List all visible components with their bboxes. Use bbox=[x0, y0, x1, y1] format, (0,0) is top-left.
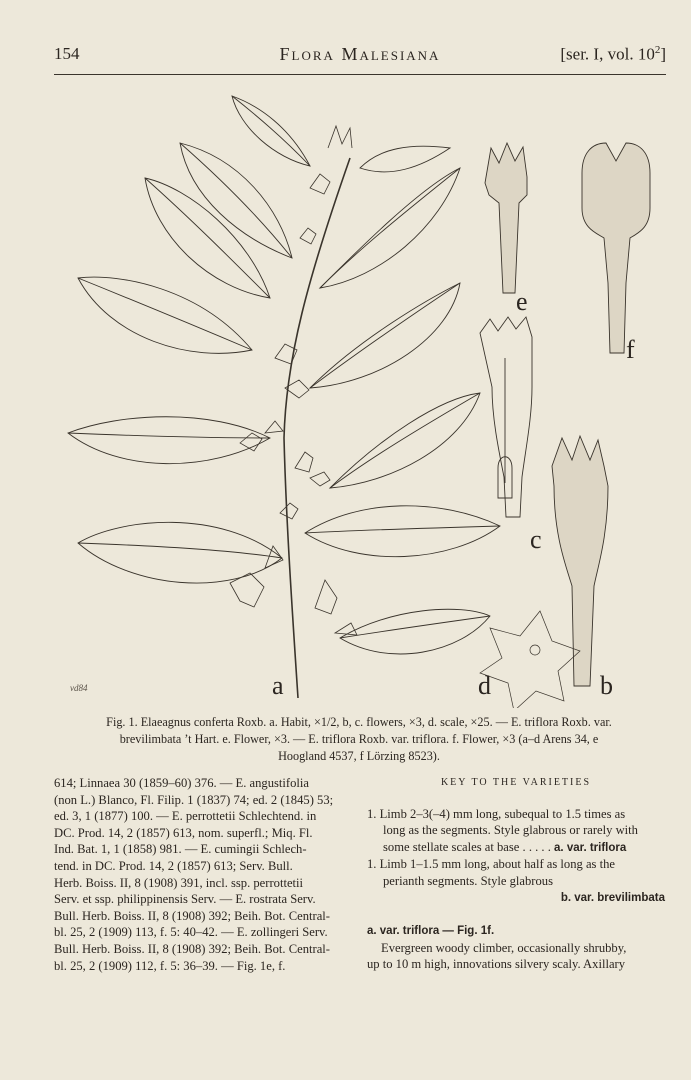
series-superscript: 2 bbox=[654, 44, 661, 56]
main-stem bbox=[284, 158, 350, 698]
caption-line: Hoogland 4537, f Lörzing 8523). bbox=[278, 749, 440, 763]
text-line: tend. in DC. Prod. 14, 2 (1857) 613; Serv. Bull. bbox=[54, 858, 293, 873]
leaf bbox=[340, 609, 490, 654]
text-line: ed. 3, 1 (1877) 100. — E. perrottetii Schlechtend. in bbox=[54, 809, 317, 824]
flower-cluster bbox=[230, 126, 357, 635]
left-column-synonymy bbox=[54, 775, 344, 974]
text-line: 614; Linnaea 30 (1859–60) 376. — E. angustifolia bbox=[54, 776, 309, 790]
flower-f bbox=[582, 143, 650, 353]
variety-name: a. var. triflora bbox=[367, 925, 440, 938]
flower-e bbox=[485, 143, 527, 293]
plate-label-b: b bbox=[600, 671, 613, 700]
text-line: 1. Limb 2–3(–4) mm long, subequal to 1.5 times as bbox=[367, 806, 626, 821]
leaf bbox=[68, 433, 270, 438]
text-line: Bull. Herb. Boiss. II, 8 (1908) 392; Beih. Bot. Central- bbox=[54, 908, 330, 923]
leaf bbox=[180, 143, 292, 258]
text-line: perianth segments. Style glabrous bbox=[383, 873, 553, 888]
text-line: Ind. Bat. 1, 1 (1858) 981. — E. cumingii Schlech- bbox=[54, 842, 307, 857]
right-column-key bbox=[367, 775, 665, 973]
flower-c bbox=[480, 317, 532, 517]
series-text: [ser. I, vol. 10 bbox=[560, 44, 655, 64]
leaf bbox=[78, 543, 282, 558]
plate-label-a: a bbox=[272, 671, 284, 700]
leaf bbox=[330, 393, 480, 488]
text-line: bl. 25, 2 (1909) 112, f. 5: 36–39. — Fig. 1e, f. bbox=[54, 958, 286, 973]
header-rule bbox=[54, 74, 666, 75]
text-line: Bull. Herb. Boiss. II, 8 (1908) 392; Beih. Bot. Central- bbox=[54, 941, 330, 956]
plate-label-d: d bbox=[478, 671, 491, 700]
variety-figref: — Fig. 1f. bbox=[442, 925, 495, 938]
leaf bbox=[330, 393, 480, 488]
plate-label-f: f bbox=[626, 335, 635, 364]
variety-heading bbox=[367, 922, 665, 940]
leaf bbox=[310, 283, 460, 388]
leaf bbox=[305, 526, 500, 533]
running-header bbox=[54, 44, 666, 70]
text-line: DC. Prod. 14, 2 (1857) 613, nom. superfl.; Miq. Fl. bbox=[54, 825, 313, 840]
key-result-triflora: a. var. triflora bbox=[554, 841, 627, 854]
text-line: up to 10 m high, innovations silvery scaly. Axillary bbox=[367, 957, 626, 972]
key-item-1 bbox=[367, 806, 665, 857]
leaf bbox=[360, 146, 450, 172]
text-line: long as the segments. Style glabrous or rarely with bbox=[383, 823, 638, 838]
plate-label-c: c bbox=[530, 525, 542, 554]
leaf bbox=[68, 417, 270, 464]
key-item-2 bbox=[367, 856, 665, 906]
leaf bbox=[232, 96, 310, 166]
flower-b bbox=[552, 436, 608, 686]
leaf bbox=[78, 278, 252, 350]
key-item-1-end bbox=[367, 839, 665, 857]
botanical-illustration bbox=[60, 88, 670, 708]
scale-d bbox=[480, 611, 580, 708]
text-segment: some stellate scales at base . . . . . bbox=[383, 839, 551, 854]
leaf bbox=[180, 143, 292, 258]
page-number: 154 bbox=[54, 44, 80, 63]
running-title: Flora Malesiana bbox=[279, 44, 441, 64]
caption-line: Fig. 1. Elaeagnus conferta Roxb. a. Habit, ×1/2, b, c. flowers, ×3, d. scale, ×25. — E. triflora Roxb. var. bbox=[106, 715, 612, 729]
text-line: Serv. et ssp. philippinensis Serv. — E. rostrata Serv. bbox=[54, 892, 316, 907]
text-line: (non L.) Blanco, Fl. Filip. 1 (1837) 74; ed. 2 (1845) 53; bbox=[54, 792, 334, 807]
plate-label-e: e bbox=[516, 287, 528, 316]
text-line: bl. 25, 2 (1909) 113, f. 5: 40–42. — E. zollingeri Serv. bbox=[54, 925, 328, 940]
text-line: Herb. Boiss. II, 8 (1908) 391, incl. ssp. perrottetii bbox=[54, 875, 304, 890]
figure-caption bbox=[54, 714, 664, 765]
artist-signature: vd84 bbox=[70, 683, 88, 693]
series-label: [ser. I, vol. $10^2$] bbox=[560, 44, 666, 64]
key-result-brevilimbata: b. var. brevilimbata bbox=[560, 891, 665, 904]
caption-line: brevilimbata ’t Hart. e. Flower, ×3. — E. triflora Roxb. var. triflora. f. Flower, ×3 (a–d Arens 34, e bbox=[119, 732, 599, 746]
key-heading: KEY TO THE VARIETIES bbox=[440, 777, 592, 788]
text-line: Evergreen woody climber, occasionally shrubby, bbox=[381, 940, 627, 955]
leaf bbox=[232, 96, 310, 166]
leaf bbox=[310, 283, 460, 388]
text-line: 1. Limb 1–1.5 mm long, about half as long as the bbox=[367, 857, 615, 872]
